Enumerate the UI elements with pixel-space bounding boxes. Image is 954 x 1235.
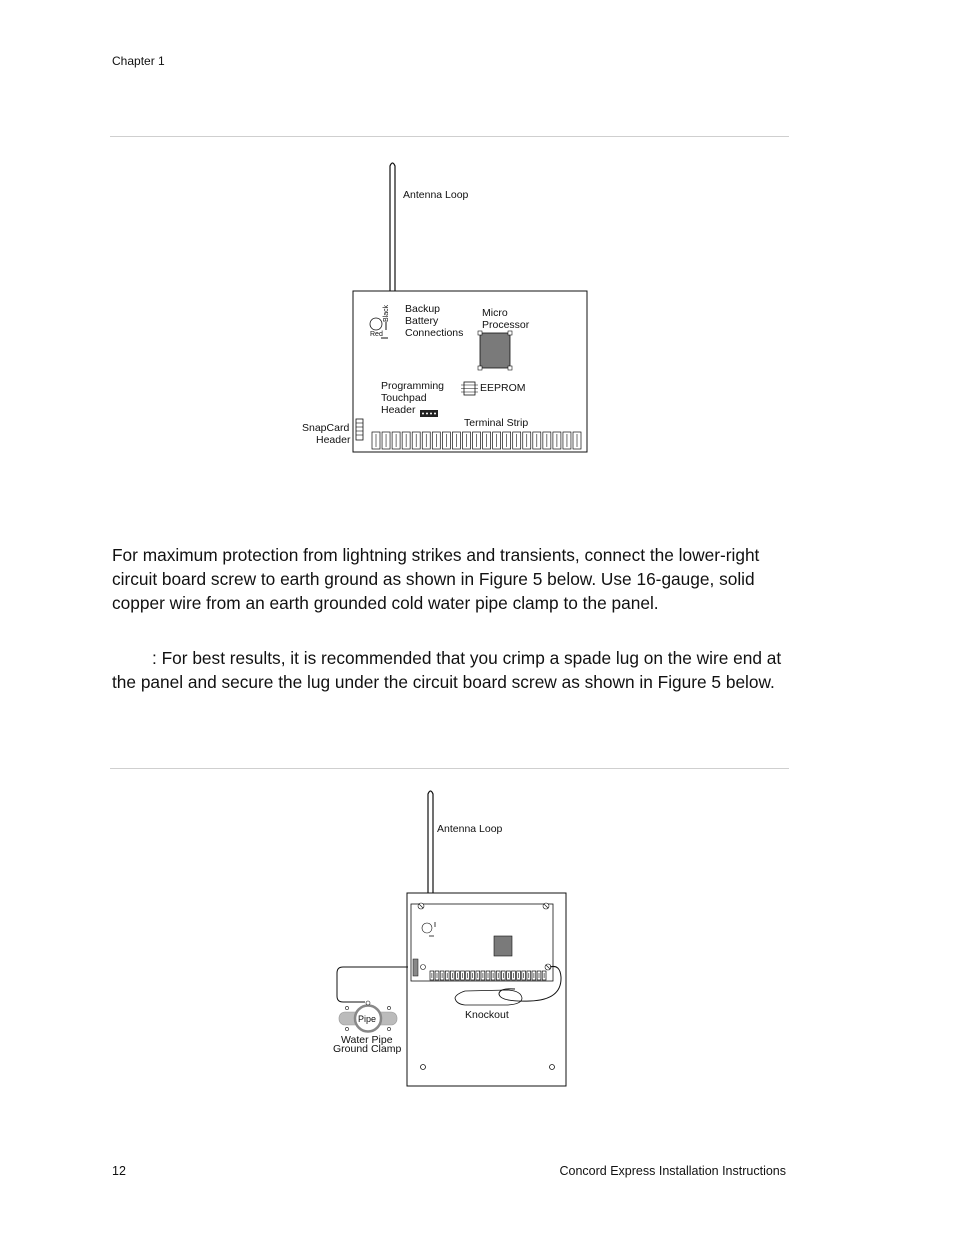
clamp-label-line1: Water Pipe <box>341 1034 393 1046</box>
prog-label-line3: Header <box>381 404 416 416</box>
snapcard-label-line2: Header <box>316 434 351 446</box>
red-wire-label: Red <box>370 331 383 338</box>
antenna-loop-label: Antenna Loop <box>403 189 469 201</box>
black-wire-label: Black <box>383 304 390 322</box>
backup-label-line2: Battery <box>405 315 439 327</box>
note-paragraph: : For best results, it is recommended that you crimp a spade lug on the wire end at the panel and secure the lug under the circuit board screw as shown in Figure 5 below. <box>112 648 782 692</box>
panel-board-figure <box>0 140 954 470</box>
ground-wire <box>337 967 408 1002</box>
figure-top-divider <box>110 136 789 137</box>
microprocessor-chip <box>494 936 512 956</box>
circuit-board <box>411 904 553 981</box>
touchpad-header-icon <box>420 410 438 417</box>
screw-icon <box>543 903 549 909</box>
chip-corner <box>478 331 482 335</box>
terminal-strip <box>430 971 546 980</box>
microprocessor-chip <box>480 333 510 368</box>
antenna-loop-label: Antenna Loop <box>437 823 503 835</box>
terminal-strip <box>372 432 581 449</box>
grounding-figure <box>0 772 954 1102</box>
backup-label-line1: Backup <box>405 303 441 315</box>
prog-label-line2: Touchpad <box>381 392 427 404</box>
battery-terminal-icon <box>422 923 432 933</box>
battery-terminal-icon <box>370 318 382 330</box>
clamp-label-line2: Ground Clamp <box>333 1043 402 1055</box>
document-title: Concord Express Installation Instructions <box>559 1164 786 1178</box>
antenna-loop-wire <box>428 791 433 905</box>
terminal-strip-label: Terminal Strip <box>464 417 529 429</box>
page-number: 12 <box>112 1164 126 1178</box>
chip-corner <box>478 366 482 370</box>
screw-icon <box>421 965 426 970</box>
pipe-label: Pipe <box>358 1014 377 1024</box>
knockout-label: Knockout <box>465 1009 509 1021</box>
snapcard-header-icon <box>356 419 363 440</box>
mount-hole <box>550 1065 555 1070</box>
grounding-paragraph: For maximum protection from lightning strikes and transients, connect the lower-right circuit board screw to earth ground as shown in Figure 5 below. Use 16-gauge, solid copper wire from an earth grounded cold water pipe clamp to the panel. <box>112 545 760 613</box>
grounding-diagram <box>0 772 954 1102</box>
backup-label-line3: Connections <box>405 327 464 339</box>
snapcard-label-line1: SnapCard <box>302 422 350 434</box>
screw-icon <box>418 903 424 909</box>
chapter-header: Chapter 1 <box>112 54 165 68</box>
chip-corner <box>508 366 512 370</box>
figure-bottom-divider <box>110 768 789 769</box>
prog-label-line1: Programming <box>381 380 445 392</box>
micro-label-line1: Micro <box>482 307 508 319</box>
micro-label-line2: Processor <box>482 319 530 331</box>
panel-board-diagram <box>0 140 954 470</box>
eeprom-label: EEPROM <box>480 382 526 394</box>
snapcard-header-icon <box>413 959 418 976</box>
chip-corner <box>508 331 512 335</box>
mount-hole <box>421 1065 426 1070</box>
antenna-loop-wire <box>390 163 395 292</box>
